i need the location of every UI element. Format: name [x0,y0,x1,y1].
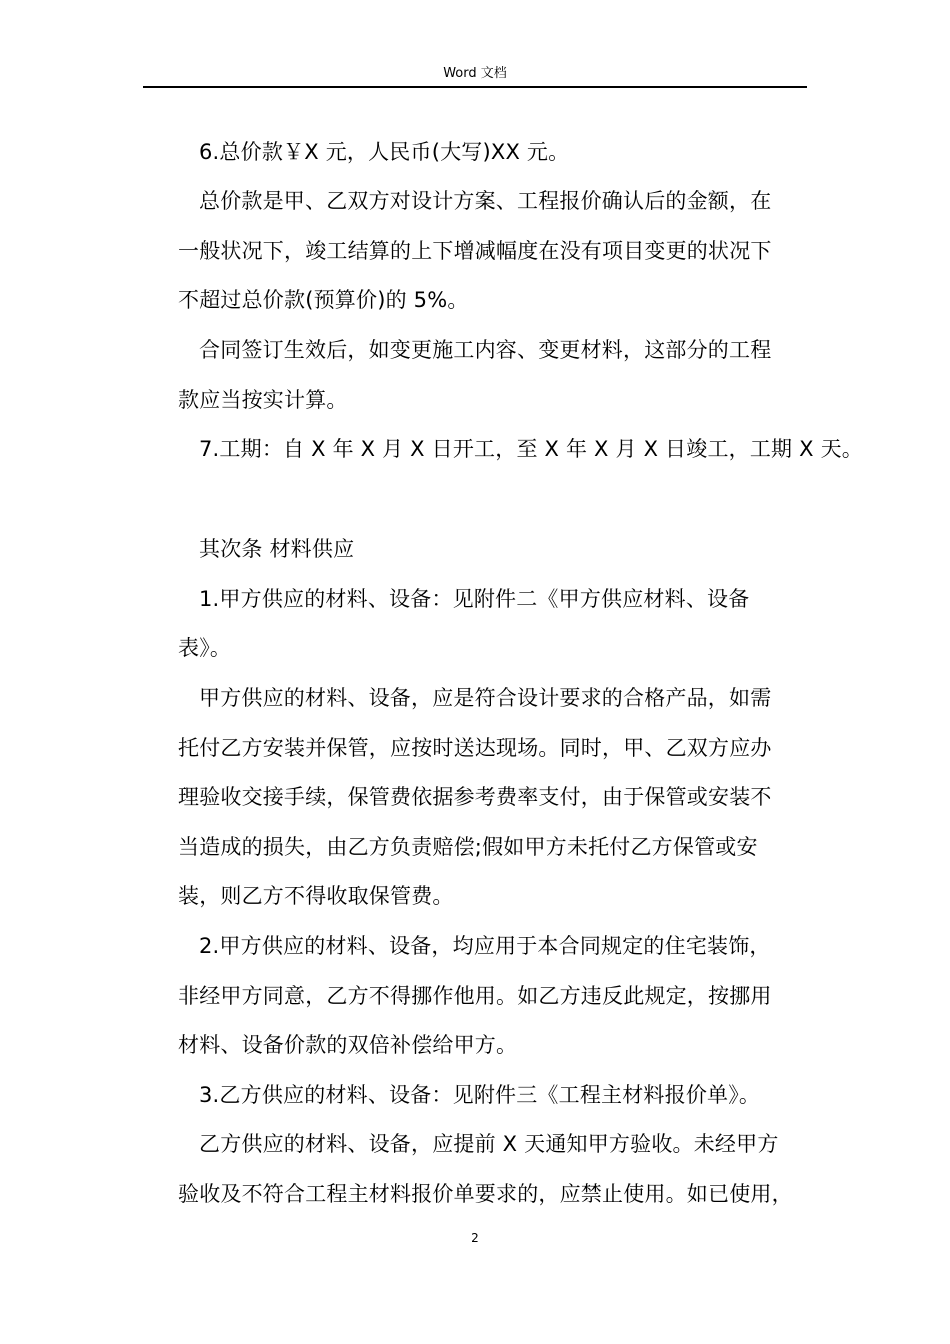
header-rule [143,86,807,88]
page-header [143,62,807,88]
paragraph-line: 甲方供应的材料、设备，应是符合设计要求的合格产品，如需 [199,686,772,710]
paragraph-line: 表》。 [178,636,232,660]
paragraph-line: 乙方供应的材料、设备，应提前 X 天通知甲方验收。未经甲方 [199,1132,779,1156]
paragraph-line: 2.甲方供应的材料、设备，均应用于本合同规定的住宅装饰， [199,934,771,958]
paragraph-line: 总价款是甲、乙双方对设计方案、工程报价确认后的金额，在 [199,189,772,213]
paragraph-line: 验收及不符合工程主材料报价单要求的，应禁止使用。如已使用， [178,1182,793,1206]
paragraph-line: 1.甲方供应的材料、设备：见附件二《甲方供应材料、设备 [199,587,750,611]
paragraph-line: 当造成的损失，由乙方负责赔偿;假如甲方未托付乙方保管或安 [178,835,758,859]
paragraph-line: 6.总价款￥X 元，人民币(大写)XX 元。 [199,140,570,164]
paragraph-line: 合同签订生效后，如变更施工内容、变更材料，这部分的工程 [199,338,772,362]
section-heading: 其次条 材料供应 [199,537,355,561]
paragraph-line: 托付乙方安装并保管，应按时送达现场。同时，甲、乙双方应办 [178,736,772,760]
page-number: 2 [471,1231,479,1245]
paragraph-line: 款应当按实计算。 [178,388,348,412]
paragraph-line: 理验收交接手续，保管费依据参考费率支付，由于保管或安装不 [178,785,772,809]
paragraph-line: 装，则乙方不得收取保管费。 [178,884,454,908]
paragraph-line: 3.乙方供应的材料、设备：见附件三《工程主材料报价单》。 [199,1083,761,1107]
paragraph-line: 一般状况下，竣工结算的上下增减幅度在没有项目变更的状况下 [178,239,772,263]
paragraph-line: 不超过总价款(预算价)的 5%。 [178,288,469,312]
paragraph-line: 7.工期：自 X 年 X 月 X 日开工，至 X 年 X 月 X 日竣工，工期 X 天。 [199,437,863,461]
paragraph-line: 非经甲方同意，乙方不得挪作他用。如乙方违反此规定，按挪用 [178,984,772,1008]
header-title: Word 文档 [443,66,507,81]
paragraph-line: 材料、设备价款的双倍补偿给甲方。 [178,1033,518,1057]
